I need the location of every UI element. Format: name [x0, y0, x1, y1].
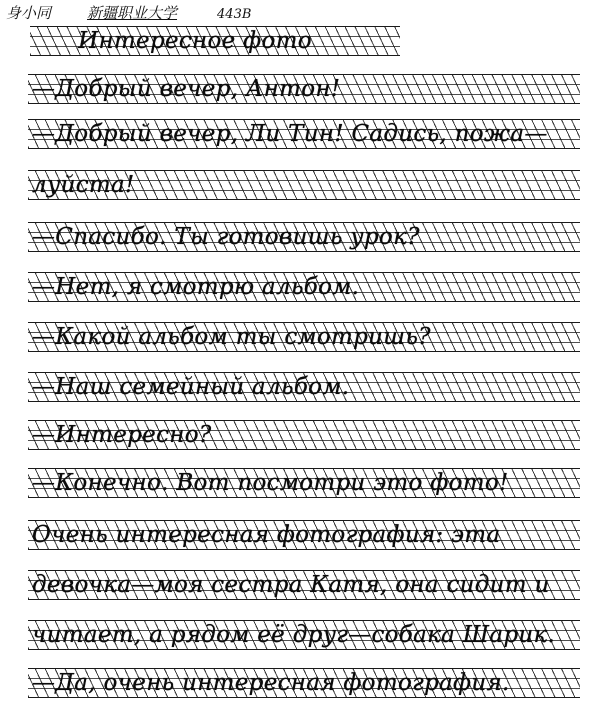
line-text: девочка—моя сестра Катя, она сидит и: [32, 572, 550, 598]
handwriting-line: [28, 322, 580, 352]
handwriting-line: [28, 74, 580, 104]
handwriting-line: [28, 520, 580, 550]
line-text: читает, а рядом её друг—собака Шарик.: [32, 622, 556, 648]
handwriting-line: [28, 620, 580, 650]
line-text: —Наш семейный альбом.: [32, 374, 350, 400]
handwriting-line: [28, 570, 580, 600]
line-text: —Интересно?: [32, 422, 212, 448]
handwriting-line: [28, 119, 580, 149]
title-text: Интересное фото: [78, 28, 312, 54]
page-header: [6, 2, 251, 22]
line-text: Очень интересная фотография: эта: [32, 522, 501, 548]
line-text: —Добрый вечер, Антон!: [32, 76, 341, 102]
handwriting-line: [28, 372, 580, 402]
header-school: 新疆职业大学: [87, 4, 178, 22]
handwriting-line-title: [30, 26, 400, 56]
line-text: —Добрый вечер, Ли Тин! Садись, пожа—: [32, 121, 548, 147]
handwriting-line: [28, 468, 580, 498]
handwriting-line: [28, 222, 580, 252]
header-name: 身小同: [6, 4, 52, 22]
line-text: —Какой альбом ты смотришь?: [32, 324, 431, 350]
handwriting-line: [28, 420, 580, 450]
handwriting-line: [28, 170, 580, 200]
handwriting-line: [28, 668, 580, 698]
line-text: —Спасибо. Ты готовишь урок?: [32, 224, 420, 250]
handwriting-line: [28, 272, 580, 302]
header-class: 443B: [217, 7, 252, 22]
line-text: —Да, очень интересная фотография.: [32, 670, 510, 696]
line-text: луйста!: [32, 172, 135, 198]
line-text: —Нет, я смотрю альбом.: [32, 274, 360, 300]
line-text: —Конечно. Вот посмотри это фото!: [32, 470, 509, 496]
